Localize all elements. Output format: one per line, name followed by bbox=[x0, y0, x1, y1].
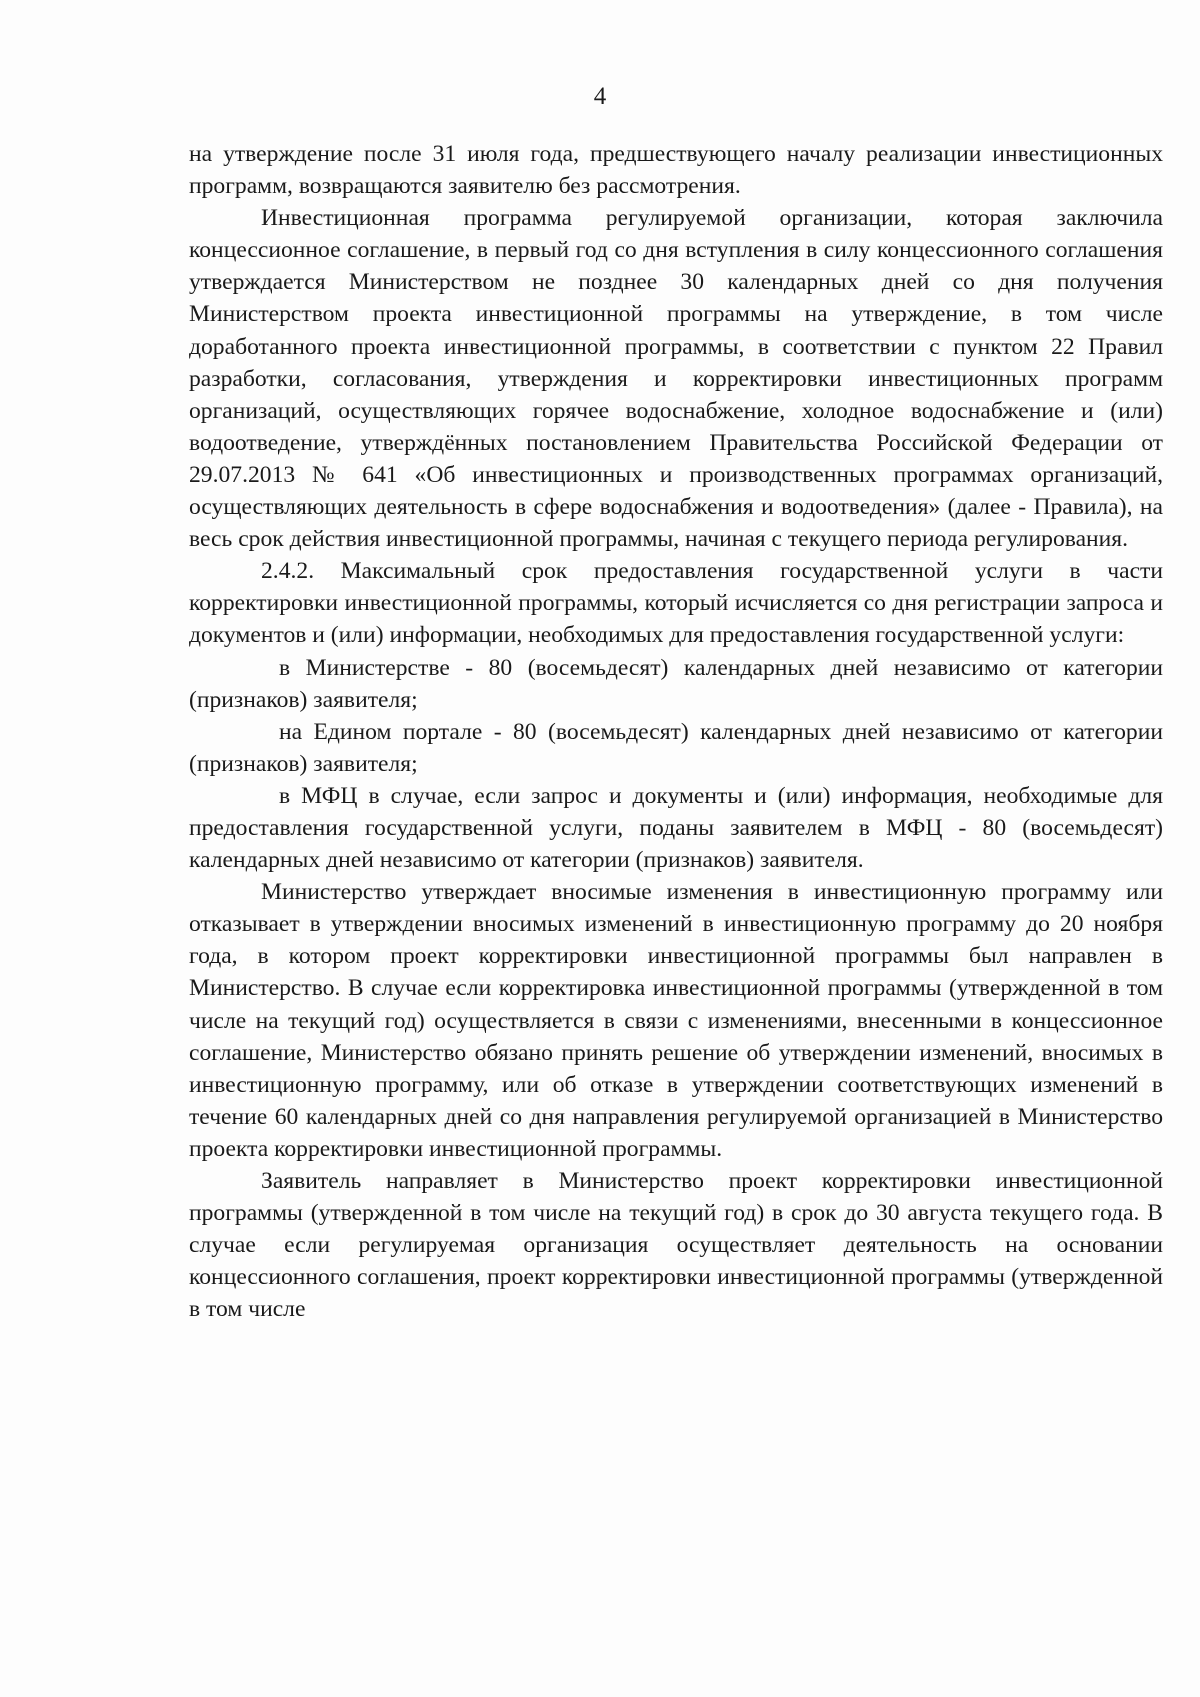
document-body bbox=[189, 138, 1163, 1325]
paragraph-mfc-term: в МФЦ в случае, если запрос и документы и (или) информация, необходимые для предоставления государственной услуги, поданы заявителем в МФЦ - 80 (восемьдесят) календарных дней независимо от категории (признаков) заявителя. bbox=[189, 782, 1163, 874]
paragraph-ministry-decision: Министерство утверждает вносимые изменения в инвестиционную программу или отказывает в утверждении вносимых изменений в инвестиционную программу до 20 ноября года, в котором проект корректировки инвестиционной программы был направлен в Министерство. В случае если корректировка инвестиционной программы (утвержденной в том числе на текущий год) осуществляется в связи с изменениями, внесенными в концессионное соглашение, Министерство обязано принять решение об утверждении изменений, вносимых в инвестиционную программу, или об отказе в утверждении соответствующих изменений в течение 60 календарных дней со дня направления регулируемой организацией в Министерство проекта корректировки инвестиционной программы. bbox=[189, 879, 1163, 1162]
paragraph-applicant-submission: Заявитель направляет в Министерство проект корректировки инвестиционной программы (утвержденной в том числе на текущий год) в срок до 30 августа текущего года. В случае если регулируемая организация осуществляет деятельность на основании концессионного соглашения, проект корректировки инвестиционной программы (утвержденной в том числе bbox=[189, 1168, 1163, 1323]
paragraph-portal-term: на Едином портале - 80 (восемьдесят) календарных дней независимо от категории (признаков) заявителя; bbox=[189, 718, 1163, 777]
paragraph-2-4-2: 2.4.2. Максимальный срок предоставления государственной услуги в части корректировки инвестиционной программы, который исчисляется со дня регистрации запроса и документов и (или) информации, необходимых для предоставления государственной услуги: bbox=[189, 558, 1163, 649]
page-number: 4 bbox=[593, 83, 607, 110]
paragraph-ministry-term: в Министерстве - 80 (восемьдесят) календарных дней независимо от категории (признаков) заявителя; bbox=[189, 654, 1163, 713]
paragraph-continuation: на утверждение после 31 июля года, предшествующего началу реализации инвестиционных программ, возвращаются заявителю без рассмотрения. bbox=[189, 141, 1163, 200]
paragraph-concession-approval: Инвестиционная программа регулируемой организации, которая заключила концессионное соглашение, в первый год со дня вступления в силу концессионного соглашения утверждается Министерством не позднее 30 календарных дней со дня получения Министерством проекта инвестиционной программы на утверждение, в том числе доработанного проекта инвестиционной программы, в соответствии с пунктом 22 Правил разработки, согласования, утверждения и корректировки инвестиционных программ организаций, осуществляющих горячее водоснабжение, холодное водоснабжение и (или) водоотведение, утверждённых постановлением Правительства Российской Федерации от 29.07.2013 № 641 «Об инвестиционных и производственных программах организаций, осуществляющих деятельность в сфере водоснабжения и водоотведения» (далее - Правила), на весь срок действия инвестиционной программы, начиная с текущего периода регулирования. bbox=[189, 205, 1163, 553]
